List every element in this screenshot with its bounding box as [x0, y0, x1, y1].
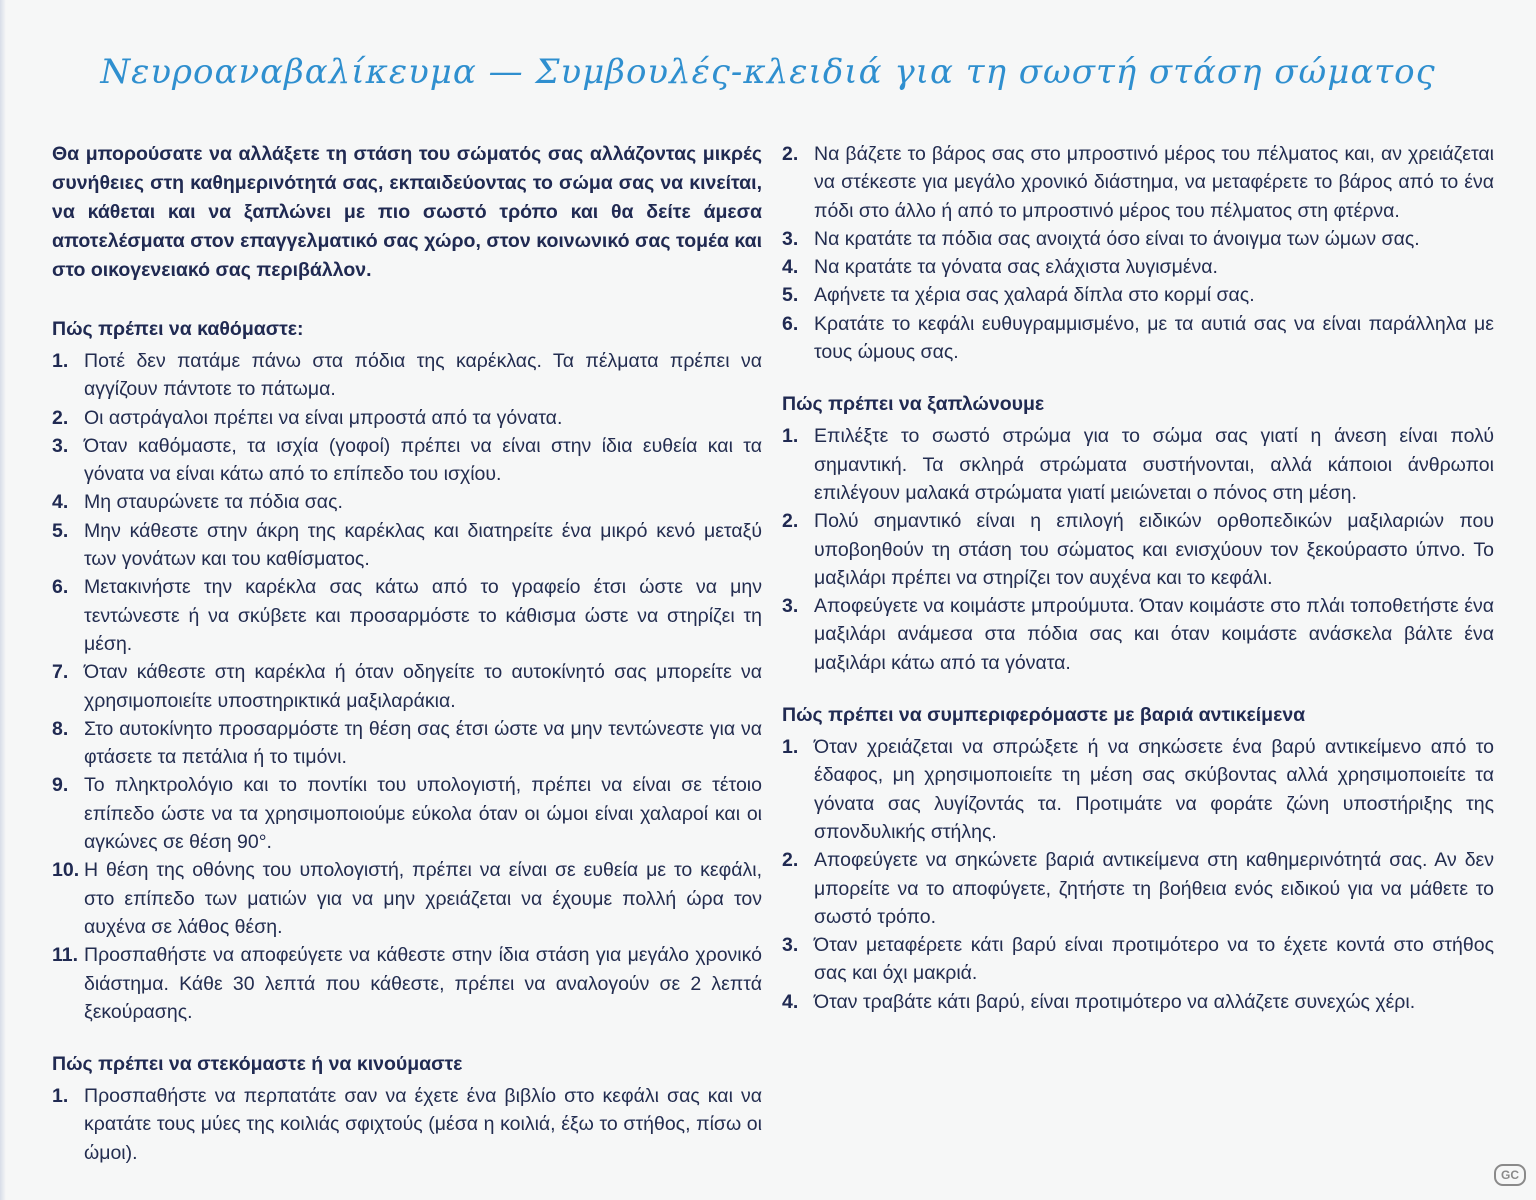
- list-item-number: 6.: [782, 312, 799, 335]
- list-item-text: Προσπαθήστε να αποφεύγετε να κάθεστε στην ίδια στάση για μεγάλο χρονικό διάστημα. Κάθε 30 λεπτά που κάθεστε, πρέπει να αναλογούν σε 2 λεπτά ξεκούρασης.: [84, 944, 762, 1023]
- list-item-number: 5.: [782, 284, 799, 307]
- list-item: [782, 310, 1494, 367]
- list-item-text: Όταν κάθεστε στη καρέκλα ή όταν οδηγείτε το αυτοκίνητό σας μπορείτε να χρησιμοποιείτε υποστηρικτικά μαξιλαράκια.: [84, 661, 762, 712]
- list-item-text: Πολύ σημαντικό είναι η επιλογή ειδικών ορθοπεδικών μαξιλαριών που υποβοηθούν τη στάση του σώματος και ενισχύουν τον ξεκούραστο ύπνο. Το μαξιλάρι πρέπει να στηρίζει τον αυχένα και το κεφάλι.: [814, 510, 1494, 589]
- section-heading-standing: Πώς πρέπει να στεκόμαστε ή να κινούμαστε: [52, 1053, 463, 1076]
- list-item: [782, 225, 1494, 253]
- list-item-text: Να βάζετε το βάρος σας στο μπροστινό μέρος του πέλματος και, αν χρειάζεται να στέκεστε για μεγάλο χρονικό διάστημα, να μεταφέρετε το βάρος από το ένα πόδι στο άλλο ή από το μπροστινό μέρος του πέλματος στη φτέρνα.: [814, 143, 1494, 222]
- list-item: [52, 347, 762, 404]
- list-item-number: 2.: [782, 849, 799, 872]
- scan-edge: [0, 0, 6, 1200]
- section-heading-heavy-objects: Πώς πρέπει να συμπεριφερόμαστε με βαριά αντικείμενα: [782, 704, 1306, 727]
- watermark-logo: GC: [1494, 1164, 1526, 1186]
- list-item-text: Αποφεύγετε να κοιμάστε μπρούμυτα. Όταν κοιμάστε στο πλάι τοποθετήστε ένα μαξιλάρι ανάμεσα στα πόδια σας και όταν κοιμάστε ανάσκελα βάλτε ένα μαξιλάρι κάτω από τα γόνατα.: [814, 595, 1494, 674]
- section-heavy-objects: [782, 701, 1494, 1016]
- list-item-number: 4.: [782, 990, 799, 1013]
- page-title: Νευροαναβαλίκευμα — Συμβουλές-κλειδιά για τη σωστή στάση σώματος: [100, 52, 1436, 92]
- list-item-number: 3.: [52, 434, 69, 457]
- list-item-number: 1.: [52, 1085, 69, 1108]
- list-sitting: [52, 347, 762, 1026]
- list-item-text: Προσπαθήστε να περπατάτε σαν να έχετε ένα βιβλίο στο κεφάλι σας και να κρατάτε τους μύες της κοιλιάς σφιχτούς (μέσα η κοιλιά, έξω το στήθος, πίσω οι ώμοι).: [84, 1085, 762, 1164]
- list-item: [782, 140, 1494, 225]
- list-item: [782, 733, 1494, 846]
- list-item: [52, 856, 762, 941]
- list-item: [52, 715, 762, 772]
- section-standing: [52, 1050, 762, 1167]
- section-heading-sitting: Πώς πρέπει να καθόμαστε:: [52, 318, 304, 340]
- list-item-number: 1.: [52, 350, 69, 372]
- list-item: [52, 432, 762, 489]
- list-item-text: Να κρατάτε τα γόνατα σας ελάχιστα λυγισμένα.: [814, 256, 1218, 279]
- list-item-text: Η θέση της οθόνης του υπολογιστή, πρέπει να είναι σε ευθεία με το κεφάλι, στο επίπεδο των ματιών για να μην χρειάζεται να έχουμε πολλή ώρα τον αυχένα σε λάθος θέση.: [84, 859, 762, 938]
- list-item: [52, 771, 762, 856]
- list-item-text: Στο αυτοκίνητο προσαρμόστε τη θέση σας έτσι ώστε να μην τεντώνεστε για να φτάσετε τα πετάλια ή το τιμόνι.: [84, 717, 762, 769]
- list-item: [52, 658, 762, 715]
- intro-paragraph: Θα μπορούσατε να αλλάξετε τη στάση του σώματός σας αλλάζοντας μικρές συνήθειες στη καθημερινότητά σας, εκπαιδεύοντας το σώμα σας να κινείται, να κάθεται και να ξαπλώνει με πιο σωστό τρόπο και θα δείτε άμεσα αποτελέσματα στον επαγγελματικό σας χώρο, στον κοινωνικό σας τομέα και στο οικογενειακό σας περιβάλλον.: [52, 143, 762, 281]
- list-item-text: Μην κάθεστε στην άκρη της καρέκλας και διατηρείτε ένα μικρό κενό μεταξύ των γονάτων και του καθίσματος.: [84, 519, 762, 571]
- list-item: [782, 931, 1494, 988]
- list-item: [782, 507, 1494, 592]
- list-item: [52, 488, 762, 516]
- list-item-number: 8.: [52, 717, 69, 740]
- list-item-number: 7.: [52, 661, 69, 684]
- list-item-number: 1.: [782, 736, 799, 759]
- list-item-number: 3.: [782, 595, 799, 618]
- list-item-text: Κρατάτε το κεφάλι ευθυγραμμισμένο, με τα αυτιά σας να είναι παράλληλα με τους ώμους σας.: [814, 312, 1494, 364]
- list-item: [52, 1082, 762, 1167]
- list-lying: [782, 422, 1494, 677]
- list-item-number: 2.: [782, 510, 799, 533]
- list-heavy-objects: [782, 733, 1494, 1016]
- list-item: [52, 573, 762, 658]
- list-item-number: 9.: [52, 774, 69, 797]
- list-standing: [52, 1082, 762, 1167]
- list-item-text: Επιλέξτε το σωστό στρώμα για το σώμα σας γιατί η άνεση είναι πολύ σημαντική. Τα σκληρά στρώματα συστήνονται, αλλά κάποιοι άνθρωποι επιλέγουν μαλακά στρώματα γιατί μειώνεται ο πόνος στη μέση.: [814, 425, 1494, 504]
- list-item-number: 4.: [782, 256, 799, 279]
- list-item-text: Όταν μεταφέρετε κάτι βαρύ είναι προτιμότερο να το έχετε κοντά στο στήθος σας και όχι μακριά.: [814, 934, 1494, 985]
- list-item-number: 6.: [52, 576, 69, 599]
- section-heading-lying: Πώς πρέπει να ξαπλώνουμε: [782, 393, 1045, 416]
- list-item-text: Αποφεύγετε να σηκώνετε βαριά αντικείμενα στη καθημερινότητά σας. Αν δεν μπορείτε να το αποφύγετε, ζητήστε τη βοήθεια ενός ειδικού για να μάθετε το σωστό τρόπο.: [814, 849, 1494, 928]
- list-item-number: 2.: [782, 143, 799, 165]
- list-item-number: 11.: [52, 944, 79, 967]
- list-item-text: Ποτέ δεν πατάμε πάνω στα πόδια της καρέκλας. Τα πέλματα πρέπει να αγγίζουν πάντοτε το πάτωμα.: [84, 350, 762, 401]
- list-item: [782, 592, 1494, 677]
- list-item: [52, 517, 762, 574]
- list-item-text: Όταν καθόμαστε, τα ισχία (γοφοί) πρέπει να είναι στην ίδια ευθεία και τα γόνατα να είναι κάτω από το επίπεδο του ισχίου.: [84, 434, 762, 486]
- list-item-number: 10.: [52, 859, 80, 882]
- list-item: [782, 253, 1494, 281]
- list-item-number: 3.: [782, 934, 799, 957]
- section-standing-continued: [782, 140, 1494, 366]
- list-item-text: Οι αστράγαλοι πρέπει να είναι μπροστά από τα γόνατα.: [84, 406, 563, 429]
- list-item: [52, 404, 762, 432]
- list-item-number: 1.: [782, 425, 799, 448]
- list-item: [782, 281, 1494, 309]
- list-item: [52, 941, 762, 1026]
- list-item-text: Όταν χρειάζεται να σπρώξετε ή να σηκώσετε ένα βαρύ αντικείμενο από το έδαφος, μη χρησιμοποιείτε τη μέση σας σκύβοντας αλλά χρησιμοποιείτε τα γόνατα σας λυγίζοντάς τα. Προτιμάτε να φοράτε ζώνη υποστήριξης της σπονδυλικής στήλης.: [814, 736, 1494, 843]
- list-standing-continued: [782, 140, 1494, 366]
- left-column: [52, 140, 762, 1191]
- right-column: [782, 140, 1494, 1040]
- list-item-text: Να κρατάτε τα πόδια σας ανοιχτά όσο είναι το άνοιγμα των ώμων σας.: [814, 227, 1420, 250]
- list-item-number: 2.: [52, 406, 69, 429]
- list-item-text: Μετακινήστε την καρέκλα σας κάτω από το γραφείο έτσι ώστε να μην τεντώνεστε ή να σκύβετε και προσαρμόστε το κάθισμα ώστε να στηρίζει τη μέση.: [84, 576, 762, 655]
- list-item-text: Το πληκτρολόγιο και το ποντίκι του υπολογιστή, πρέπει να είναι σε τέτοιο επίπεδο ώστε να τα χρησιμοποιούμε εύκολα όταν οι ώμοι είναι χαλαροί και οι αγκώνες σε θέση 90°.: [84, 774, 762, 854]
- list-item: [782, 846, 1494, 931]
- list-item: [782, 988, 1494, 1016]
- section-sitting: [52, 315, 762, 1026]
- list-item-number: 5.: [52, 519, 69, 542]
- list-item: [782, 422, 1494, 507]
- list-item-number: 4.: [52, 491, 69, 514]
- list-item-text: Αφήνετε τα χέρια σας χαλαρά δίπλα στο κορμί σας.: [814, 284, 1255, 307]
- list-item-text: Όταν τραβάτε κάτι βαρύ, είναι προτιμότερο να αλλάζετε συνεχώς χέρι.: [814, 990, 1416, 1013]
- list-item-number: 3.: [782, 227, 799, 250]
- section-lying: [782, 390, 1494, 677]
- list-item-text: Μη σταυρώνετε τα πόδια σας.: [84, 491, 343, 514]
